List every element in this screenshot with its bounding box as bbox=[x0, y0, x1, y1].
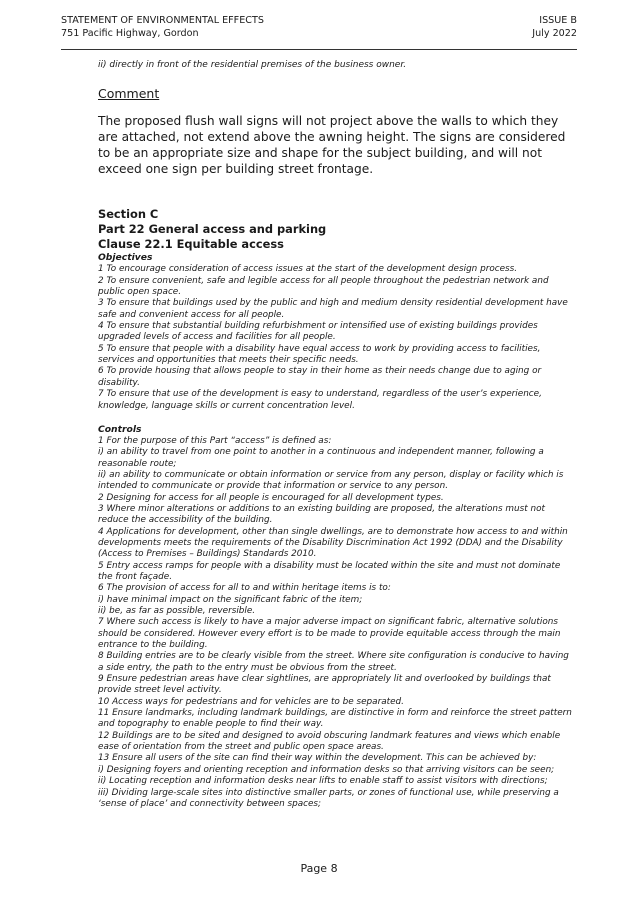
header-right bbox=[532, 15, 577, 40]
control-item: iii) Dividing large-scale sites into distinctive smaller parts, or zones of functional use, while preserving a ‘sense of place’ and connectivity between spaces; bbox=[98, 787, 559, 809]
control-item: 6 The provision of access for all to and within heritage items is to: bbox=[98, 583, 391, 594]
control-item: 11 Ensure landmarks, including landmark buildings, are distinctive in form and reinforce the street pattern and topography to enable people to find their way. bbox=[98, 708, 572, 730]
control-item: 2 Designing for access for all people is encouraged for all development types. bbox=[98, 492, 444, 503]
objectives-list bbox=[98, 264, 577, 411]
page-content bbox=[98, 59, 577, 810]
controls-heading: Controls bbox=[98, 423, 142, 435]
control-item: 4 Applications for development, other than single dwellings, are to demonstrate how access to and within developments meets the requirements of the Disability Discrimination Act 1992 (DDA) and the Disability (Access to Premises – Buildings) Standards 2010. bbox=[98, 526, 568, 560]
header-left bbox=[61, 15, 264, 40]
control-item: i) Designing foyers and orienting reception and information desks so that arriving visitors can be seen; bbox=[98, 764, 555, 775]
control-item: 10 Access ways for pedestrians and for vehicles are to be separated. bbox=[98, 696, 404, 707]
issue-label: ISSUE B bbox=[539, 15, 577, 26]
control-item: 9 Ensure pedestrian areas have clear sightlines, are appropriately lit and overlooked by buildings that provide street level activity. bbox=[98, 674, 551, 696]
control-item: ii) be, as far as possible, reversible. bbox=[98, 606, 256, 616]
control-item: 8 Building entries are to be clearly visible from the street. Where site configuration is conducive to having a side entry, the path to the entry must be obvious from the street. bbox=[98, 651, 569, 673]
controls-list bbox=[98, 436, 577, 810]
objective-item: 6 To provide housing that allows people to stay in their home as their needs change due to aging or disability. bbox=[98, 366, 542, 388]
comment-heading: Comment bbox=[98, 86, 160, 101]
control-item: 5 Entry access ramps for people with a disability must be located within the site and must not dominate the front façade. bbox=[98, 560, 561, 582]
objective-item: 1 To encourage consideration of access issues at the start of the development design process. bbox=[98, 264, 518, 275]
page-number: Page 8 bbox=[300, 862, 338, 875]
part-heading: Part 22 General access and parking bbox=[98, 222, 327, 237]
intro-line: ii) directly in front of the residential premises of the business owner. bbox=[98, 60, 407, 70]
clause-heading: Clause 22.1 Equitable access bbox=[98, 237, 284, 252]
section-c-block bbox=[98, 207, 577, 810]
control-item: 7 Where such access is likely to have a major adverse impact on significant fabric, alternative solutions should be considered. However every effort is to be made to provide equitable access through the main entrance to the building. bbox=[98, 617, 561, 651]
objective-item: 3 To ensure that buildings used by the public and high and medium density residential development have safe and convenient access for all people. bbox=[98, 298, 568, 320]
control-item: ii) an ability to communicate or obtain information or service from any person, display or facility which is intended to communicate or provide that information or service to any person. bbox=[98, 469, 564, 492]
control-item: i) an ability to travel from one point to another in a continuous and independent manner, following a reasonable route; bbox=[98, 447, 544, 469]
control-item: ii) Locating reception and information desks near lifts to enable staff to assist visitors with directions; bbox=[98, 776, 548, 787]
document-title: STATEMENT OF ENVIRONMENTAL EFFECTS bbox=[61, 15, 264, 26]
control-item: i) have minimal impact on the significant fabric of the item; bbox=[98, 594, 363, 605]
control-item: 1 For the purpose of this Part “access” is defined as: bbox=[98, 435, 332, 446]
comment-body: The proposed flush wall signs will not project above the walls to which they are attached, not extend above the awning height. The signs are considered to be an appropriate size and shape for the subject building, and will not exceed one sign per building street frontage. bbox=[98, 114, 566, 177]
site-address: 751 Pacific Highway, Gordon bbox=[61, 27, 199, 39]
objective-item: 7 To ensure that use of the development is easy to understand, regardless of the user’s experience, knowledge, language skills or current concentration level. bbox=[98, 389, 542, 411]
objectives-heading: Objectives bbox=[98, 252, 153, 264]
control-item: 3 Where minor alterations or additions to an existing building are proposed, the alterations must not reduce the accessibility of the building. bbox=[98, 503, 546, 526]
objective-item: 2 To ensure convenient, safe and legible access for all people throughout the pedestrian network and public open space. bbox=[98, 275, 549, 298]
page-header bbox=[61, 15, 577, 50]
page-footer bbox=[0, 862, 638, 876]
objective-item: 5 To ensure that people with a disability have equal access to work by providing access to facilities, services and opportunities that meets their specific needs. bbox=[98, 343, 541, 366]
issue-date: July 2022 bbox=[532, 27, 577, 39]
section-heading: Section C bbox=[98, 207, 159, 222]
objective-item: 4 To ensure that substantial building refurbishment or intensified use of existing buildings provides upgraded levels of access and facilities for all people. bbox=[98, 321, 538, 343]
control-item: 12 Buildings are to be sited and designed to avoid obscuring landmark features and views which enable ease of orientation from the street and public open space areas. bbox=[98, 730, 561, 753]
control-item: 13 Ensure all users of the site can find their way within the development. This can be achieved by: bbox=[98, 753, 537, 764]
